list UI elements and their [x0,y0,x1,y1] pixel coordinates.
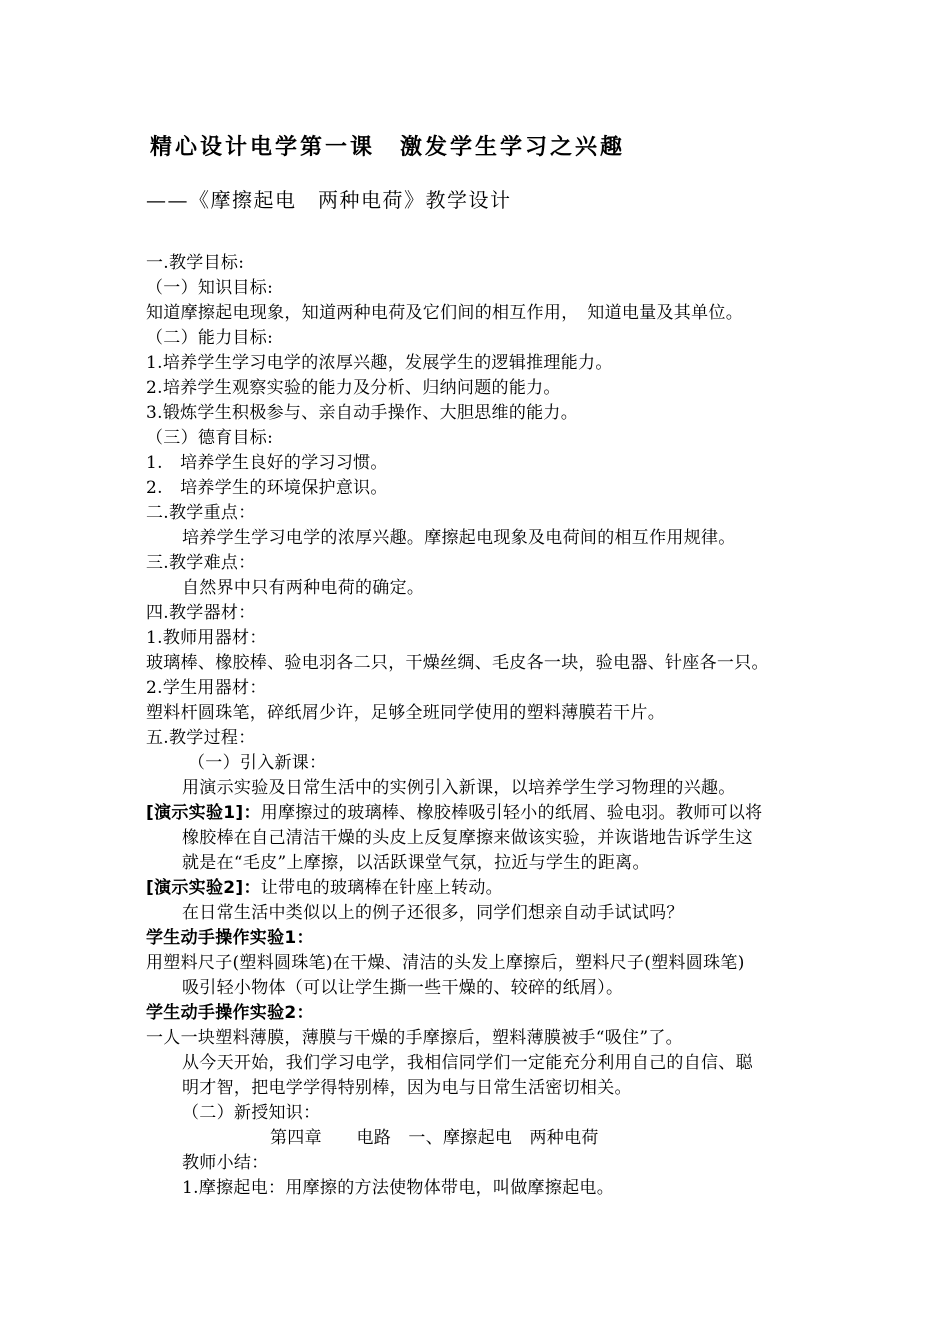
paragraph-line: 一人一块塑料薄膜，薄膜与干燥的手摩擦后，塑料薄膜被手“吸住”了。 [146,1028,683,1048]
section-heading: 三.教学难点： [146,553,256,573]
paragraph-line: 用塑料尺子(塑料圆珠笔)在干燥、清洁的头发上摩擦后，塑料尺子(塑料圆珠笔) [146,953,745,973]
list-item: 1.培养学生学习电学的浓厚兴趣，发展学生的逻辑推理能力。 [146,353,613,373]
student-experiment-heading: 学生动手操作实验2： [146,1003,314,1023]
paragraph-line: 明才智，把电学学得特别棒，因为电与日常生活密切相关。 [182,1078,632,1098]
list-item: 1. 培养学生良好的学习习惯。 [146,453,388,473]
subsection-heading: （二）新授知识： [182,1103,321,1123]
chapter-heading: 第四章 电路 一、摩擦起电 两种电荷 [270,1128,599,1148]
subsection-heading: （一）知识目标: [146,278,274,298]
paragraph-text: 让带电的玻璃棒在针座上转动。 [260,878,503,898]
section-heading: 四.教学器材： [146,603,256,623]
paragraph-line: 培养学生学习电学的浓厚兴趣。摩擦起电现象及电荷间的相互作用规律。 [182,528,736,548]
student-experiment-heading: 学生动手操作实验1： [146,928,314,948]
demo-experiment-2-line [146,877,503,899]
section-heading: 五.教学过程： [146,728,256,748]
list-item: 2.学生用器材： [146,678,267,698]
demo-experiment-1-line [146,802,762,824]
document-subtitle: ——《摩擦起电 两种电荷》教学设计 [146,188,512,212]
subsection-heading: （一）引入新课： [188,753,327,773]
paragraph-line: 橡胶棒在自己清洁干燥的头皮上反复摩擦来做该实验，并诙谐地告诉学生这 [182,828,753,848]
document-title: 精心设计电学第一课 激发学生学习之兴趣 [150,134,626,160]
list-item: 3.锻炼学生积极参与、亲自动手操作、大胆思维的能力。 [146,403,579,423]
paragraph-line: 从今天开始，我们学习电学，我相信同学们一定能充分利用自己的自信、聪 [182,1053,753,1073]
paragraph-line: 就是在“毛皮”上摩擦，以活跃课堂气氛，拉近与学生的距离。 [182,853,650,873]
paragraph-line: 知道摩擦起电现象，知道两种电荷及它们间的相互作用， 知道电量及其单位。 [146,303,743,323]
paragraph-line: 用演示实验及日常生活中的实例引入新课，以培养学生学习物理的兴趣。 [182,778,736,798]
paragraph-line: 1.摩擦起电：用摩擦的方法使物体带电，叫做摩擦起电。 [182,1178,615,1198]
section-heading: 一.教学目标: [146,253,245,273]
list-item: 2. 培养学生的环境保护意识。 [146,478,388,498]
demo-experiment-label: [演示实验1]： [146,803,261,823]
demo-experiment-label: [演示实验2]： [146,878,261,898]
paragraph-line: 吸引轻小物体（可以让学生撕一些干燥的、较碎的纸屑）。 [182,978,624,998]
section-heading: 二.教学重点： [146,503,256,523]
subsection-heading: （三）德育目标: [146,428,274,448]
paragraph-line: 教师小结： [182,1153,269,1173]
list-item: 2.培养学生观察实验的能力及分析、归纳问题的能力。 [146,378,561,398]
paragraph-line: 自然界中只有两种电荷的确定。 [182,578,425,598]
paragraph-line: 塑料杆圆珠笔，碎纸屑少许，足够全班同学使用的塑料薄膜若干片。 [146,703,665,723]
paragraph-line: 玻璃棒、橡胶棒、验电羽各二只，干燥丝绸、毛皮各一块，验电器、针座各一只。 [146,653,769,673]
paragraph-text: 用摩擦过的玻璃棒、橡胶棒吸引轻小的纸屑、验电羽。教师可以将 [260,803,763,823]
subsection-heading: （二）能力目标: [146,328,274,348]
paragraph-line: 在日常生活中类似以上的例子还很多，同学们想亲自动手试试吗？ [182,903,684,923]
list-item: 1.教师用器材： [146,628,267,648]
